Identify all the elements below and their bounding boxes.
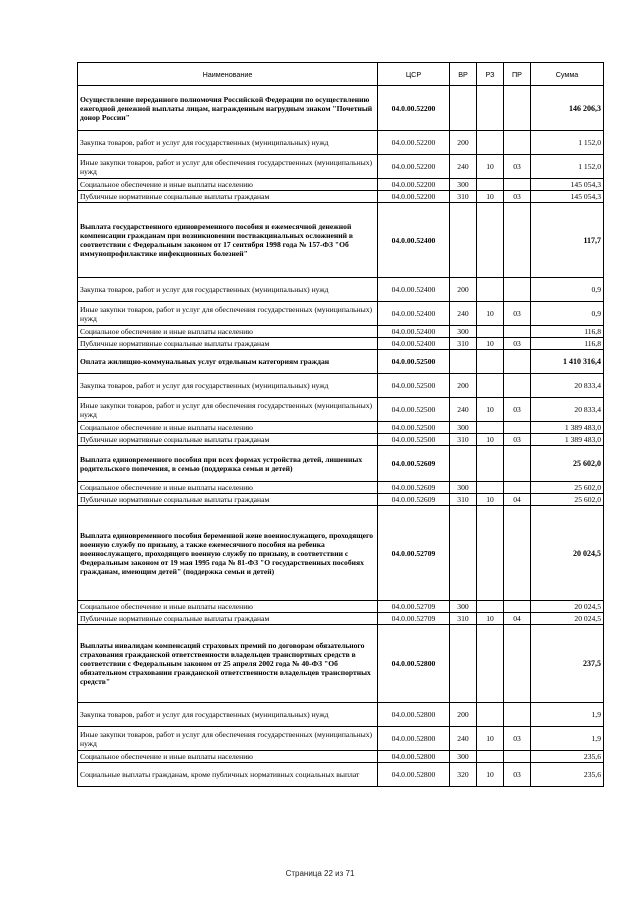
cell-pr <box>504 506 531 601</box>
cell-pr: 03 <box>504 191 531 203</box>
cell-pr <box>504 86 531 131</box>
cell-pr: 03 <box>504 434 531 446</box>
cell-name: Иные закупки товаров, работ и услуг для обеспечения государственных (муниципальных) нужд <box>78 302 378 326</box>
cell-rz: 10 <box>477 763 504 787</box>
table-row <box>78 422 604 434</box>
table-row <box>78 155 604 179</box>
cell-name: Публичные нормативные социальные выплаты гражданам <box>78 434 378 446</box>
cell-name: Закупка товаров, работ и услуг для государственных (муниципальных) нужд <box>78 374 378 398</box>
cell-rz <box>477 482 504 494</box>
cell-sum: 235,6 <box>531 763 604 787</box>
cell-vr: 310 <box>450 494 477 506</box>
header-vr: ВР <box>450 63 477 86</box>
cell-name: Закупка товаров, работ и услуг для государственных (муниципальных) нужд <box>78 278 378 302</box>
table-body <box>78 86 604 787</box>
cell-pr <box>504 482 531 494</box>
cell-vr: 240 <box>450 302 477 326</box>
cell-csr: 04.0.00.52800 <box>378 625 450 703</box>
cell-rz <box>477 131 504 155</box>
table-row <box>78 494 604 506</box>
cell-name: Осуществление переданного полномочия Российской Федерации по осуществлению ежегодной денежной выплаты лицам, награжденным нагрудным знаком "Почетный донор России" <box>78 86 378 131</box>
cell-sum: 0,9 <box>531 302 604 326</box>
cell-csr: 04.0.00.52400 <box>378 203 450 278</box>
cell-sum: 235,6 <box>531 751 604 763</box>
cell-vr: 200 <box>450 374 477 398</box>
cell-csr: 04.0.00.52709 <box>378 613 450 625</box>
cell-csr: 04.0.00.52800 <box>378 751 450 763</box>
header-rz: РЗ <box>477 63 504 86</box>
cell-rz: 10 <box>477 613 504 625</box>
cell-name: Социальное обеспечение и иные выплаты населению <box>78 422 378 434</box>
cell-csr: 04.0.00.52709 <box>378 506 450 601</box>
cell-pr: 04 <box>504 494 531 506</box>
table-row <box>78 86 604 131</box>
cell-csr: 04.0.00.52200 <box>378 179 450 191</box>
cell-pr: 03 <box>504 763 531 787</box>
cell-sum: 116,8 <box>531 338 604 350</box>
cell-pr: 03 <box>504 398 531 422</box>
cell-rz <box>477 422 504 434</box>
cell-vr: 240 <box>450 727 477 751</box>
budget-table <box>77 62 604 787</box>
cell-vr <box>450 446 477 482</box>
cell-vr: 200 <box>450 278 477 302</box>
header-csr: ЦСР <box>378 63 450 86</box>
cell-rz <box>477 703 504 727</box>
table-row <box>78 506 604 601</box>
cell-vr: 310 <box>450 613 477 625</box>
cell-csr: 04.0.00.52400 <box>378 326 450 338</box>
cell-name: Социальные выплаты гражданам, кроме публичных нормативных социальных выплат <box>78 763 378 787</box>
cell-rz: 10 <box>477 398 504 422</box>
cell-sum: 145 054,3 <box>531 191 604 203</box>
cell-sum: 20 024,5 <box>531 506 604 601</box>
cell-csr: 04.0.00.52500 <box>378 374 450 398</box>
cell-name: Закупка товаров, работ и услуг для государственных (муниципальных) нужд <box>78 131 378 155</box>
cell-pr: 03 <box>504 727 531 751</box>
cell-vr: 240 <box>450 398 477 422</box>
table-row <box>78 434 604 446</box>
cell-vr: 300 <box>450 326 477 338</box>
cell-csr: 04.0.00.52500 <box>378 422 450 434</box>
cell-vr: 310 <box>450 338 477 350</box>
table-row <box>78 338 604 350</box>
cell-csr: 04.0.00.52200 <box>378 191 450 203</box>
cell-pr <box>504 350 531 374</box>
cell-name: Социальное обеспечение и иные выплаты населению <box>78 751 378 763</box>
table-row <box>78 374 604 398</box>
cell-rz <box>477 506 504 601</box>
cell-sum: 1 152,0 <box>531 155 604 179</box>
cell-rz: 10 <box>477 727 504 751</box>
cell-rz <box>477 86 504 131</box>
cell-rz <box>477 278 504 302</box>
header-name: Наименование <box>78 63 378 86</box>
cell-rz: 10 <box>477 434 504 446</box>
cell-csr: 04.0.00.52500 <box>378 350 450 374</box>
cell-name: Публичные нормативные социальные выплаты гражданам <box>78 613 378 625</box>
cell-rz <box>477 751 504 763</box>
cell-pr <box>504 751 531 763</box>
cell-vr: 300 <box>450 482 477 494</box>
cell-vr <box>450 625 477 703</box>
cell-rz <box>477 374 504 398</box>
cell-rz <box>477 446 504 482</box>
page-footer: Страница 22 из 71 <box>285 869 355 878</box>
cell-sum: 116,8 <box>531 326 604 338</box>
cell-vr: 300 <box>450 179 477 191</box>
table-row <box>78 751 604 763</box>
cell-csr: 04.0.00.52200 <box>378 155 450 179</box>
cell-csr: 04.0.00.52500 <box>378 398 450 422</box>
cell-name: Выплаты инвалидам компенсаций страховых премий по договорам обязательного страхования гражданской ответственности владельцев транспортных средств в соответствии с Федеральным законом от 25 апреля 2002 года № 40-ФЗ "Об обязательном страховании гражданской ответственности владельцев транспортных средств" <box>78 625 378 703</box>
cell-name: Публичные нормативные социальные выплаты гражданам <box>78 494 378 506</box>
cell-name: Социальное обеспечение и иные выплаты населению <box>78 326 378 338</box>
cell-sum: 1 410 316,4 <box>531 350 604 374</box>
cell-pr <box>504 374 531 398</box>
cell-sum: 20 024,5 <box>531 601 604 613</box>
cell-vr: 320 <box>450 763 477 787</box>
cell-sum: 20 833,4 <box>531 374 604 398</box>
cell-vr <box>450 203 477 278</box>
cell-csr: 04.0.00.52400 <box>378 278 450 302</box>
cell-csr: 04.0.00.52800 <box>378 727 450 751</box>
cell-rz: 10 <box>477 191 504 203</box>
cell-name: Социальное обеспечение и иные выплаты населению <box>78 179 378 191</box>
cell-rz <box>477 203 504 278</box>
table-row <box>78 601 604 613</box>
cell-rz <box>477 179 504 191</box>
table-row <box>78 302 604 326</box>
cell-rz <box>477 326 504 338</box>
cell-pr <box>504 422 531 434</box>
cell-rz: 10 <box>477 494 504 506</box>
cell-sum: 145 054,3 <box>531 179 604 191</box>
cell-name: Иные закупки товаров, работ и услуг для обеспечения государственных (муниципальных) нужд <box>78 155 378 179</box>
cell-name: Выплата единовременного пособия беременной жене военнослужащего, проходящего военную службу по призыву, а также ежемесячного пособия на ребенка военнослужащего, проходящего военную службу по призыву, в соответствии с Федеральным законом от 19 мая 1995 года № 81-ФЗ "О государственных пособиях гражданам, имеющим детей" (поддержка семьи и детей) <box>78 506 378 601</box>
table-row <box>78 727 604 751</box>
cell-name: Социальное обеспечение и иные выплаты населению <box>78 601 378 613</box>
cell-csr: 04.0.00.52800 <box>378 763 450 787</box>
cell-sum: 117,7 <box>531 203 604 278</box>
cell-sum: 1 389 483,0 <box>531 434 604 446</box>
cell-pr <box>504 625 531 703</box>
table-row <box>78 703 604 727</box>
table-row <box>78 625 604 703</box>
table-row <box>78 191 604 203</box>
cell-vr: 240 <box>450 155 477 179</box>
cell-sum: 1,9 <box>531 703 604 727</box>
table-row <box>78 482 604 494</box>
cell-pr <box>504 601 531 613</box>
table-row <box>78 131 604 155</box>
cell-csr: 04.0.00.52709 <box>378 601 450 613</box>
cell-rz: 10 <box>477 155 504 179</box>
cell-pr <box>504 278 531 302</box>
table-row <box>78 446 604 482</box>
table-row <box>78 326 604 338</box>
cell-pr: 03 <box>504 155 531 179</box>
cell-pr <box>504 179 531 191</box>
cell-pr <box>504 131 531 155</box>
cell-sum: 146 206,3 <box>531 86 604 131</box>
cell-csr: 04.0.00.52200 <box>378 86 450 131</box>
cell-csr: 04.0.00.52400 <box>378 302 450 326</box>
cell-pr <box>504 446 531 482</box>
cell-csr: 04.0.00.52800 <box>378 703 450 727</box>
cell-vr: 200 <box>450 703 477 727</box>
header-pr: ПР <box>504 63 531 86</box>
cell-csr: 04.0.00.52609 <box>378 482 450 494</box>
cell-rz <box>477 601 504 613</box>
cell-pr: 04 <box>504 613 531 625</box>
cell-sum: 20 024,5 <box>531 613 604 625</box>
cell-name: Публичные нормативные социальные выплаты гражданам <box>78 191 378 203</box>
cell-vr <box>450 86 477 131</box>
cell-name: Закупка товаров, работ и услуг для государственных (муниципальных) нужд <box>78 703 378 727</box>
cell-name: Иные закупки товаров, работ и услуг для обеспечения государственных (муниципальных) нужд <box>78 398 378 422</box>
cell-vr: 300 <box>450 422 477 434</box>
cell-sum: 25 602,0 <box>531 446 604 482</box>
cell-vr: 200 <box>450 131 477 155</box>
table-row <box>78 278 604 302</box>
header-sum: Сумма <box>531 63 604 86</box>
table-row <box>78 350 604 374</box>
table-row <box>78 179 604 191</box>
cell-csr: 04.0.00.52609 <box>378 446 450 482</box>
table-row <box>78 763 604 787</box>
cell-sum: 20 833,4 <box>531 398 604 422</box>
cell-sum: 1,9 <box>531 727 604 751</box>
cell-sum: 25 602,0 <box>531 494 604 506</box>
cell-name: Выплата государственного единовременного пособия и ежемесячной денежной компенсации гражданам при возникновении поствакцинальных осложнений в соответствии с Федеральным законом от 17 сентября 1998 года № 157-ФЗ "Об иммунопрофилактике инфекционных болезней" <box>78 203 378 278</box>
table-header-row <box>78 63 604 86</box>
cell-sum: 1 152,0 <box>531 131 604 155</box>
cell-pr <box>504 203 531 278</box>
cell-pr: 03 <box>504 338 531 350</box>
cell-rz <box>477 350 504 374</box>
cell-name: Иные закупки товаров, работ и услуг для обеспечения государственных (муниципальных) нужд <box>78 727 378 751</box>
cell-vr: 310 <box>450 434 477 446</box>
cell-name: Оплата жилищно-коммунальных услуг отдельным категориям граждан <box>78 350 378 374</box>
cell-rz: 10 <box>477 338 504 350</box>
cell-sum: 0,9 <box>531 278 604 302</box>
cell-sum: 237,5 <box>531 625 604 703</box>
cell-vr <box>450 506 477 601</box>
cell-pr <box>504 703 531 727</box>
table-row <box>78 613 604 625</box>
cell-sum: 25 602,0 <box>531 482 604 494</box>
cell-csr: 04.0.00.52500 <box>378 434 450 446</box>
table-row <box>78 203 604 278</box>
cell-pr <box>504 326 531 338</box>
cell-vr: 310 <box>450 191 477 203</box>
cell-csr: 04.0.00.52609 <box>378 494 450 506</box>
table-row <box>78 398 604 422</box>
cell-name: Публичные нормативные социальные выплаты гражданам <box>78 338 378 350</box>
cell-csr: 04.0.00.52400 <box>378 338 450 350</box>
cell-vr <box>450 350 477 374</box>
cell-name: Выплата единовременного пособия при всех формах устройства детей, лишенных родительского попечения, в семью (поддержка семьи и детей) <box>78 446 378 482</box>
cell-rz: 10 <box>477 302 504 326</box>
cell-csr: 04.0.00.52200 <box>378 131 450 155</box>
cell-vr: 300 <box>450 601 477 613</box>
cell-name: Социальное обеспечение и иные выплаты населению <box>78 482 378 494</box>
cell-sum: 1 389 483,0 <box>531 422 604 434</box>
cell-pr: 03 <box>504 302 531 326</box>
cell-rz <box>477 625 504 703</box>
cell-vr: 300 <box>450 751 477 763</box>
